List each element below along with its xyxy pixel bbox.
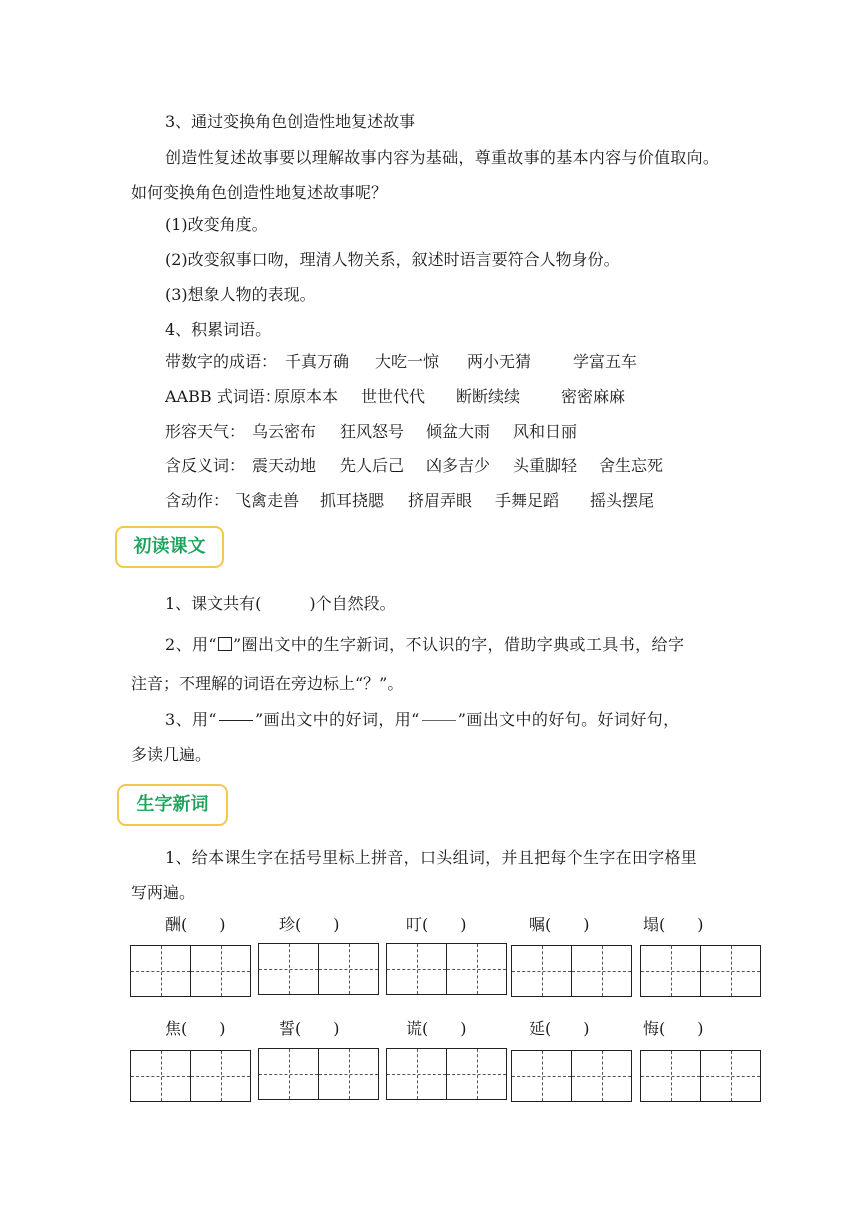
reading-question-1: 1、课文共有( )个自然段。 [165, 594, 396, 613]
character-label [406, 914, 467, 936]
character-label [279, 1018, 340, 1040]
tianzige-grid[interactable] [130, 1050, 251, 1102]
wavy-line-mark-icon [422, 720, 456, 721]
character-label [406, 1018, 467, 1040]
method-item-1: (1)改变角度。 [165, 215, 268, 234]
tianzige-grid[interactable] [386, 943, 507, 995]
method-item-3: (3)想象人物的表现。 [165, 285, 316, 304]
section-badge-first-reading: 初读课文 [115, 526, 224, 568]
character: 叮 [406, 915, 423, 934]
vocab-heading: 4、积累词语。 [165, 320, 272, 339]
tianzige-grid[interactable] [258, 1048, 379, 1100]
vocab-row-label: 含动作： [165, 491, 230, 510]
vocab-word: 学富五车 [573, 352, 638, 371]
reading-question-2-line2: 注音；不理解的词语在旁边标上“？”。 [131, 674, 404, 693]
vocab-word: 头重脚轻 [513, 456, 578, 475]
tianzige-grid[interactable] [640, 945, 761, 997]
pinyin-blank[interactable]: ( ) [545, 915, 590, 934]
character-label [529, 914, 590, 936]
reading-question-3 [165, 709, 680, 731]
question-text: ”圈出文中的生字新词，不认识的字，借助字典或工具书，给字 [232, 635, 685, 654]
method-paragraph-line1: 创造性复述故事要以理解故事内容为基础，尊重故事的基本内容与价值取向。 [165, 148, 720, 167]
character-label [279, 914, 340, 936]
pinyin-blank[interactable]: ( ) [181, 915, 226, 934]
character-label [165, 914, 226, 936]
pinyin-blank[interactable]: ( ) [295, 915, 340, 934]
character: 焦 [165, 1019, 182, 1038]
vocab-word: 世世代代 [361, 387, 426, 406]
pinyin-blank[interactable]: ( ) [295, 1019, 340, 1038]
vocab-word: 倾盆大雨 [426, 422, 491, 441]
vocab-word: 断断续续 [456, 387, 521, 406]
character: 塌 [643, 915, 660, 934]
method-heading: 3、通过变换角色创造性地复述故事 [165, 112, 416, 131]
character-label [643, 1018, 704, 1040]
character: 延 [529, 1019, 546, 1038]
pinyin-blank[interactable]: ( ) [659, 915, 704, 934]
method-item-2: (2)改变叙事口吻，理清人物关系，叙述时语言要符合人物身份。 [165, 250, 620, 269]
character: 谎 [406, 1019, 423, 1038]
reading-question-2 [165, 634, 684, 656]
character: 酬 [165, 915, 182, 934]
vocab-row-label: 含反义词： [165, 456, 246, 475]
vocab-word: 飞禽走兽 [235, 491, 300, 510]
vocab-word: 风和日丽 [513, 422, 578, 441]
character: 悔 [643, 1019, 660, 1038]
new-words-intro-line2: 写两遍。 [131, 883, 196, 902]
vocab-word: 先人后己 [340, 456, 405, 475]
pinyin-blank[interactable]: ( ) [545, 1019, 590, 1038]
tianzige-grid[interactable] [130, 945, 251, 997]
vocab-word: 挤眉弄眼 [408, 491, 473, 510]
vocab-word: 密密麻麻 [561, 387, 626, 406]
character-label [643, 914, 704, 936]
character: 珍 [279, 915, 296, 934]
vocab-word: 原原本本 [274, 387, 339, 406]
pinyin-blank[interactable]: ( ) [181, 1019, 226, 1038]
question-text: 2、用“ [165, 635, 217, 654]
circle-mark-icon [218, 637, 232, 651]
tianzige-grid[interactable] [640, 1050, 761, 1102]
tianzige-grid[interactable] [258, 943, 379, 995]
new-words-intro-line1: 1、给本课生字在括号里标上拼音，口头组词，并且把每个生字在田字格里 [165, 848, 698, 867]
question-text: ”画出文中的好句。好词好句， [457, 710, 680, 729]
tianzige-grid[interactable] [511, 1050, 632, 1102]
vocab-row-label: 形容天气： [165, 422, 246, 441]
vocab-word: 狂风怒号 [340, 422, 405, 441]
character: 誓 [279, 1019, 296, 1038]
vocab-word: 乌云密布 [252, 422, 317, 441]
pinyin-blank[interactable]: ( ) [422, 1019, 467, 1038]
character-label [529, 1018, 590, 1040]
question-text: ”画出文中的好词，用“ [254, 710, 420, 729]
vocab-word: 手舞足蹈 [495, 491, 560, 510]
character: 嘱 [529, 915, 546, 934]
underline-mark-icon [219, 720, 253, 721]
vocab-word: 抓耳挠腮 [320, 491, 385, 510]
tianzige-grid[interactable] [386, 1048, 507, 1100]
vocab-word: 摇头摆尾 [590, 491, 655, 510]
vocab-word: 两小无猜 [467, 352, 532, 371]
vocab-word: 凶多吉少 [426, 456, 491, 475]
vocab-word: 千真万确 [285, 352, 350, 371]
tianzige-grid[interactable] [511, 945, 632, 997]
pinyin-blank[interactable]: ( ) [659, 1019, 704, 1038]
method-paragraph-line2: 如何变换角色创造性地复述故事呢？ [131, 183, 388, 202]
vocab-word: 大吃一惊 [375, 352, 440, 371]
section-badge-new-words: 生字新词 [117, 784, 228, 826]
vocab-word: 震天动地 [252, 456, 317, 475]
reading-question-3-line2: 多读几遍。 [131, 745, 212, 764]
vocab-word: 舍生忘死 [599, 456, 664, 475]
pinyin-blank[interactable]: ( ) [422, 915, 467, 934]
vocab-row-label: AABB 式词语： [165, 387, 281, 406]
vocab-row-label: 带数字的成语： [165, 352, 278, 371]
question-text: 3、用“ [165, 710, 217, 729]
character-label [165, 1018, 226, 1040]
